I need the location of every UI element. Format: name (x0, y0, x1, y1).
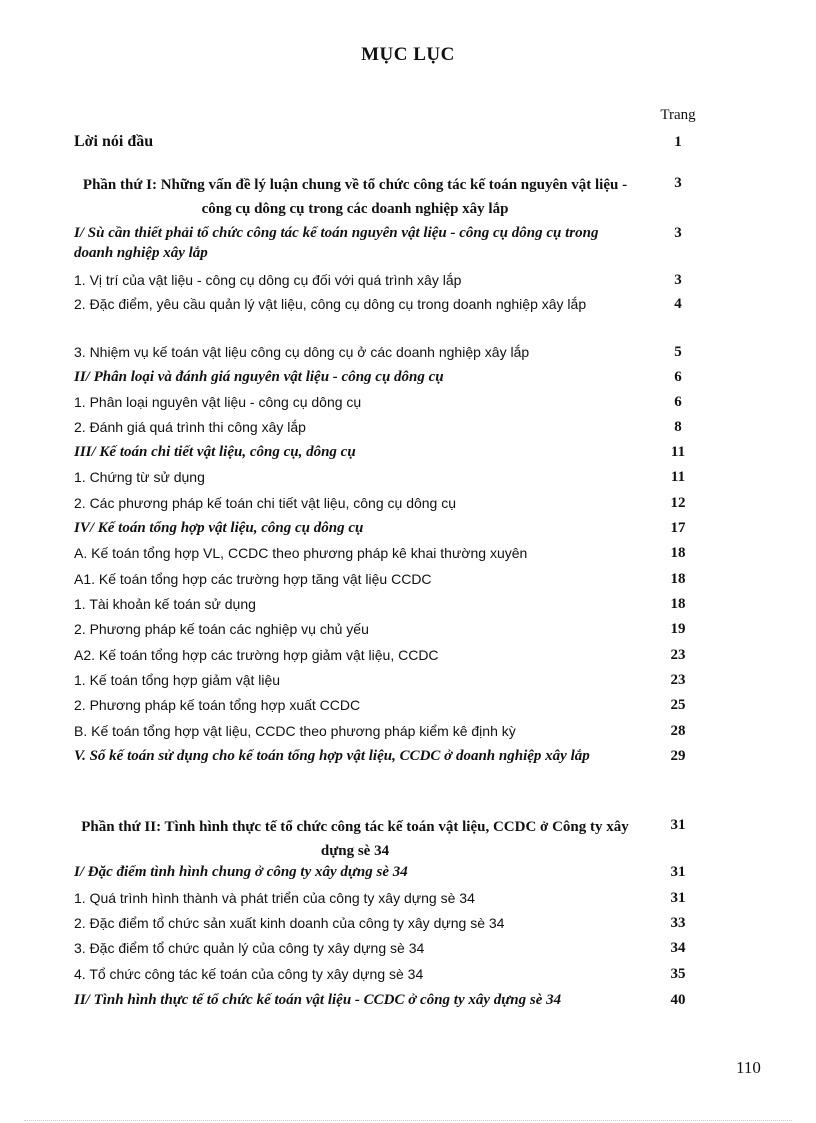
toc-entry-text: 2. Phương pháp kế toán các nghiệp vụ chủ yếu (74, 621, 369, 637)
toc-entry-page: 31 (670, 890, 686, 906)
toc-entry-text: 1. Tài khoản kế toán sử dụng (74, 596, 256, 612)
toc-entry-text: 4. Tổ chức công tác kế toán của công ty xây dựng sè 34 (74, 966, 424, 982)
page-number: 110 (736, 1058, 761, 1077)
toc-entry-page: 4 (674, 296, 682, 312)
toc-entry-page: 40 (670, 992, 686, 1008)
toc-entry-text: 1. Vị trí của vật liệu - công cụ dông cụ đối với quá trình xây lắp (74, 272, 462, 288)
toc-entry-text: I/ Sù cần thiết phải tổ chức công tác kế toán nguyên vật liệu - công cụ dông cụ trong doanh nghiệp xây lắp (74, 225, 599, 261)
toc-entry-text: 1. Chứng từ sử dụng (74, 469, 205, 485)
page-column-header: Trang (660, 107, 696, 123)
toc-entry-text: 2. Các phương pháp kế toán chi tiết vật liệu, công cụ dông cụ (74, 495, 457, 511)
toc-entry-page: 1 (674, 134, 682, 150)
toc-entry-text: III/ Kế toán chi tiết vật liệu, công cụ, dông cụ (74, 444, 356, 460)
toc-entry-text: II/ Phân loại và đánh giá nguyên vật liệu - công cụ dông cụ (74, 369, 444, 385)
toc-entry-page: 35 (670, 966, 686, 982)
toc-entry-page: 18 (670, 545, 686, 561)
toc-entry-page: 23 (670, 672, 686, 688)
toc-entry-text: 1. Quá trình hình thành và phát triển của công ty xây dựng sè 34 (74, 890, 475, 906)
toc-entry-page: 11 (670, 444, 686, 460)
toc-entry-text: A1. Kế toán tổng hợp các trường hợp tăng vật liệu CCDC (74, 571, 432, 587)
toc-entry-page: 29 (670, 748, 686, 764)
toc-entry-text: II/ Tình hình thực tế tổ chức kế toán vật liệu - CCDC ở công ty xây dựng sè 34 (74, 992, 562, 1008)
toc-entry-page: 31 (670, 864, 686, 880)
toc-entry-page: 19 (670, 621, 686, 637)
toc-entry-page: 5 (674, 344, 682, 360)
toc-entry-page: 3 (674, 225, 682, 241)
toc-entry-text: A. Kế toán tổng hợp VL, CCDC theo phương pháp kê khai thường xuyên (74, 545, 528, 561)
toc-entry-text: 1. Kế toán tổng hợp giảm vật liệu (74, 672, 281, 688)
toc-entry-text: 2. Đánh giá quá trình thi công xây lắp (74, 419, 306, 435)
toc-entry-text: 2. Đặc điểm, yêu cầu quản lý vật liệu, công cụ dông cụ trong doanh nghiệp xây lắp (74, 296, 587, 312)
toc-entry-page: 6 (674, 369, 682, 385)
toc-entry-text: 3. Đặc điểm tổ chức quản lý của công ty xây dựng sè 34 (74, 940, 425, 956)
toc-entry-page: 31 (670, 817, 686, 833)
toc-entry-text: I/ Đặc điểm tình hình chung ở công ty xây dựng sè 34 (74, 864, 408, 880)
toc-entry-page: 33 (670, 915, 686, 931)
toc-entry-page: 18 (670, 571, 686, 587)
toc-entry-text: B. Kế toán tổng hợp vật liệu, CCDC theo phương pháp kiểm kê định kỳ (74, 723, 516, 739)
toc-entry-text: A2. Kế toán tổng hợp các trường hợp giảm vật liệu, CCDC (74, 647, 439, 663)
toc-entry-text: Lời nói đầu (74, 133, 154, 150)
toc-entry-page: 12 (670, 495, 686, 511)
toc-entry-page: 3 (674, 272, 682, 288)
footer-divider (24, 1120, 792, 1121)
toc-entry-page: 28 (670, 723, 686, 739)
toc-entry-text: 2. Đặc điểm tổ chức sản xuất kinh doanh của công ty xây dựng sè 34 (74, 915, 505, 931)
toc-entry-page: 25 (670, 697, 686, 713)
toc-entry-text: 2. Phương pháp kế toán tổng hợp xuất CCDC (74, 697, 361, 713)
toc-entry-text: V. Sổ kế toán sử dụng cho kế toán tổng hợp vật liệu, CCDC ở doanh nghiệp xây lắp (74, 748, 590, 764)
toc-entry-text: IV/ Kế toán tổng hợp vật liệu, công cụ dông cụ (74, 520, 364, 536)
toc-entry-page: 8 (674, 419, 682, 435)
toc-entry-page: 18 (670, 596, 686, 612)
toc-entry-page: 17 (670, 520, 686, 536)
toc-entry-text: 1. Phân loại nguyên vật liệu - công cụ dông cụ (74, 394, 362, 410)
toc-entry-page: 6 (674, 394, 682, 410)
toc-entry-page: 3 (674, 175, 682, 191)
toc-entry-page: 11 (670, 469, 686, 485)
toc-entry-text: 3. Nhiệm vụ kế toán vật liệu công cụ dông cụ ở các doanh nghiệp xây lắp (74, 344, 530, 360)
toc-entry-page: 23 (670, 647, 686, 663)
toc-entry-text: Phần thứ I: Những vấn đề lý luận chung về tổ chức công tác kế toán nguyên vật liệu - công cụ dông cụ trong các doanh nghiệp xây lắp (82, 177, 628, 217)
page-title: MỤC LỤC (361, 44, 455, 65)
toc-entry-text: Phần thứ II: Tình hình thực tế tổ chức công tác kế toán vật liệu, CCDC ở Công ty xây dựng sè 34 (81, 819, 629, 859)
toc-entry-page: 34 (670, 940, 686, 956)
